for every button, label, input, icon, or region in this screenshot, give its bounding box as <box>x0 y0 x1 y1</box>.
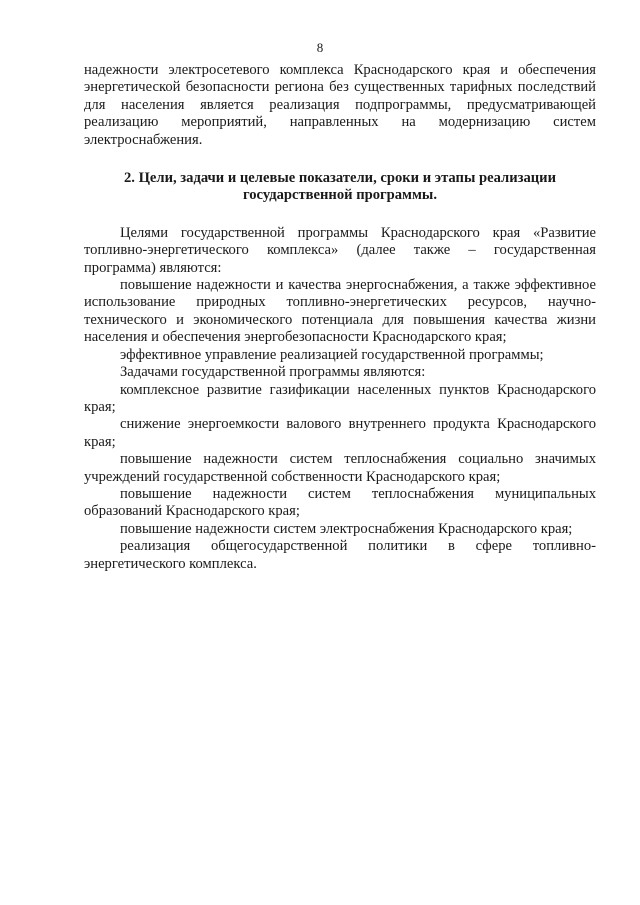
task-item-state-policy: реализация общегосударственной политики в сфере топливно-энергетического комплекса. <box>84 538 596 572</box>
tasks-intro-paragraph: Задачами государственной программы являются: <box>120 364 426 381</box>
section-heading-line-1: 2. Цели, задачи и целевые показатели, сроки и этапы реализации <box>123 170 556 187</box>
page-content <box>84 62 596 573</box>
goal-item-program-management: эффективное управление реализацией государственной программы; <box>120 346 544 363</box>
goal-item-energy-supply: повышение надежности и качества энергоснабжения, а также эффективное использование природных топливно-энергетических ресурсов, научно-технического и экономического потенциала для повышения качества жизни населения и обеспечения энергобезопасности Краснодарского края; <box>84 277 596 346</box>
intro-paragraph: надежности электросетевого комплекса Краснодарского края и обеспечения энергетической безопасности региона без существенных тарифных последствий для населения является реализация подпрограммы, предусматривающей реализацию мероприятий, направленных на модернизацию систем электроснабжения. <box>84 62 596 148</box>
task-item-gasification: комплексное развитие газификации населенных пунктов Краснодарского края; <box>84 381 596 415</box>
section-heading-line-2: государственной программы. <box>243 187 437 204</box>
task-item-heat-supply-municipal: повышение надежности систем теплоснабжения муниципальных образований Краснодарского края; <box>84 485 596 520</box>
task-item-heat-supply-state: повышение надежности систем теплоснабжения социально значимых учреждений государственной собственности Краснодарского края; <box>84 451 596 485</box>
page-number: 8 <box>316 40 324 55</box>
goals-intro-paragraph: Целями государственной программы Краснодарского края «Развитие топливно-энергетического комплекса» (далее также – государственная программа) являются: <box>84 224 596 276</box>
section-heading <box>84 170 596 205</box>
task-item-power-supply: повышение надежности систем электроснабжения Краснодарского края; <box>120 520 573 537</box>
task-item-energy-intensity: снижение энергоемкости валового внутреннего продукта Краснодарского края; <box>84 416 596 450</box>
